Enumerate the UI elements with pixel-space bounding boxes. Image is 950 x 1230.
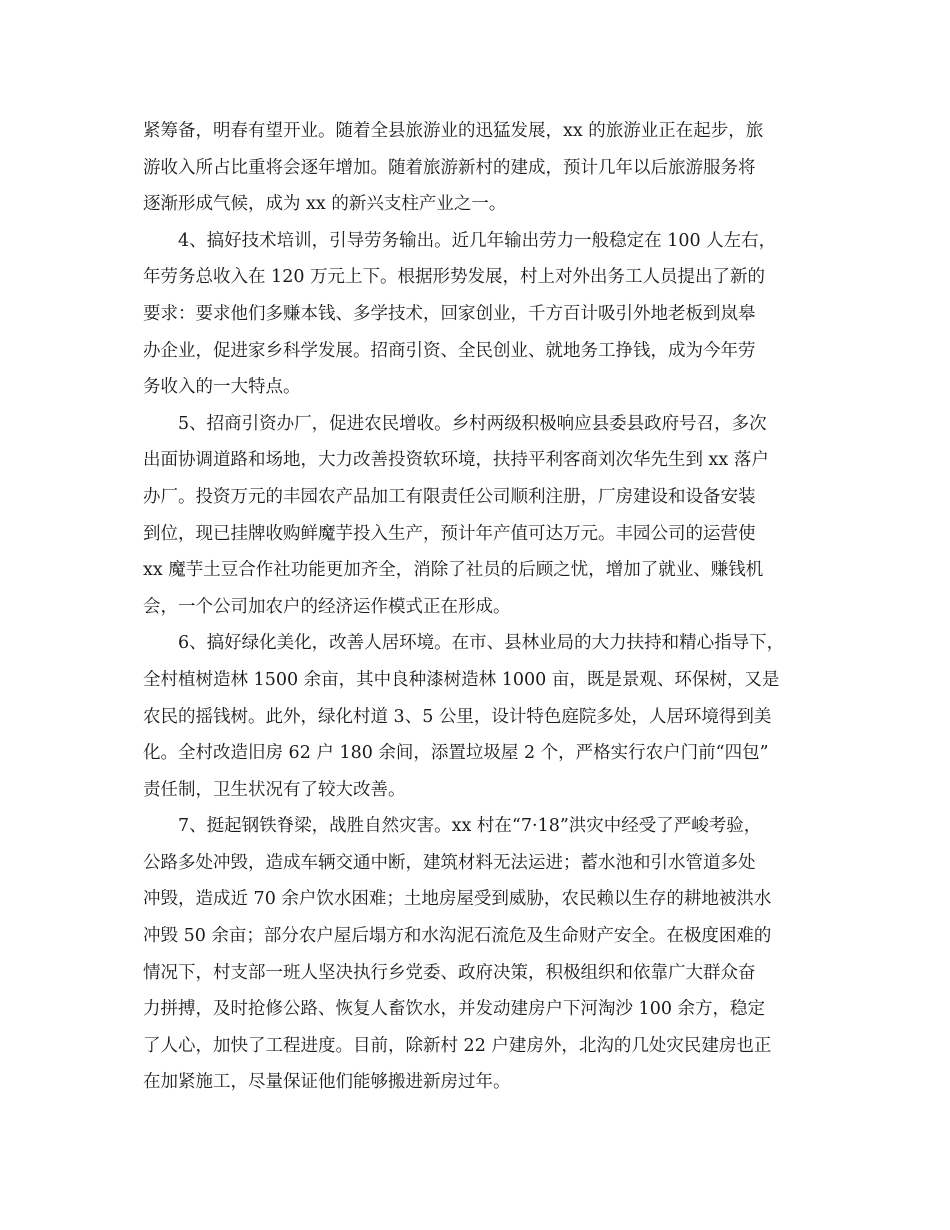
text-line: 农民的摇钱树。此外，绿化村道 3、5 公里，设计特色庭院多处，人居环境得到美 [143,706,772,727]
text-line: 在加紧施工，尽量保证他们能够搬进新房过年。 [143,1072,511,1093]
document-body [143,113,813,1101]
text-line: 化。全村改造旧房 62 户 180 余间，添置垃圾屋 2 个，严格实行农户门前“四包” [143,743,769,764]
text-line: 会，一个公司加农户的经济运作模式正在形成。 [143,596,511,617]
text-line: 紧筹备，明春有望开业。随着全县旅游业的迅猛发展，xx 的旅游业正在起步，旅 [143,121,764,141]
text-line: xx 魔芋土豆合作社功能更加齐全，消除了社员的后顾之忧，增加了就业、赚钱机 [143,560,764,581]
text-line: 年劳务总收入在 120 万元上下。根据形势发展，村上对外出务工人员提出了新的 [143,267,766,288]
text-line: 责任制，卫生状况有了较大改善。 [143,779,406,800]
text-line: 务收入的一大特点。 [143,377,301,398]
text-line: 游收入所占比重将会逐年增加。随着旅游新村的建成，预计几年以后旅游服务将 [143,157,756,178]
text-line: 到位，现已挂牌收购鲜魔芋投入生产，预计年产值可达万元。丰园公司的运营使 [143,523,756,544]
text-line: 出面协调道路和场地，大力改善投资软环境，扶持平利客商刘次华先生到 xx 落户 [143,450,769,471]
text-line: 公路多处冲毁，造成车辆交通中断，建筑材料无法运进；蓄水池和引水管道多处 [143,852,756,873]
text-line: 情况下，村支部一班人坚决执行乡党委、政府决策，积极组织和依靠广大群众奋 [143,962,756,983]
text-line: 了人心，加快了工程进度。目前，除新村 22 户建房外，北沟的几处灾民建房也正 [143,1035,772,1056]
text-line: 办企业，促进家乡科学发展。招商引资、全民创业、就地务工挣钱，成为今年劳 [143,340,756,361]
text-line: 逐渐形成气候，成为 xx 的新兴支柱产业之一。 [143,194,507,215]
text-line: 力拼搏，及时抢修公路、恢复人畜饮水，并发动建房户下河淘沙 100 余方，稳定 [143,999,766,1020]
text-line: 全村植树造林 1500 余亩，其中良种漆树造林 1000 亩，既是景观、环保树，又是 [143,669,780,690]
paragraph-first-line: 7、挺起钢铁脊梁，战胜自然灾害。xx 村在“7·18”洪灾中经受了严峻考验， [178,816,762,837]
text-line: 要求：要求他们多赚本钱、多学技术，回家创业，千方百计吸引外地老板到岚皋 [143,303,756,324]
text-line: 冲毁，造成近 70 余户饮水困难；土地房屋受到威胁，农民赖以生存的耕地被洪水 [143,889,772,910]
paragraph-first-line: 6、搞好绿化美化，改善人居环境。在市、县林业局的大力扶持和精心指导下， [178,633,785,654]
paragraph-first-line: 5、招商引资办厂，促进农民增收。乡村两级积极响应县委县政府号召，多次 [178,413,767,434]
paragraph-first-line: 4、搞好技术培训，引导劳务输出。近几年输出劳力一般稳定在 100 人左右， [178,230,777,251]
text-line: 办厂。投资万元的丰园农产品加工有限责任公司顺利注册，厂房建设和设备安装 [143,486,756,507]
text-line: 冲毁 50 余亩；部分农户屋后塌方和水沟泥石流危及生命财产安全。在极度困难的 [143,926,772,947]
